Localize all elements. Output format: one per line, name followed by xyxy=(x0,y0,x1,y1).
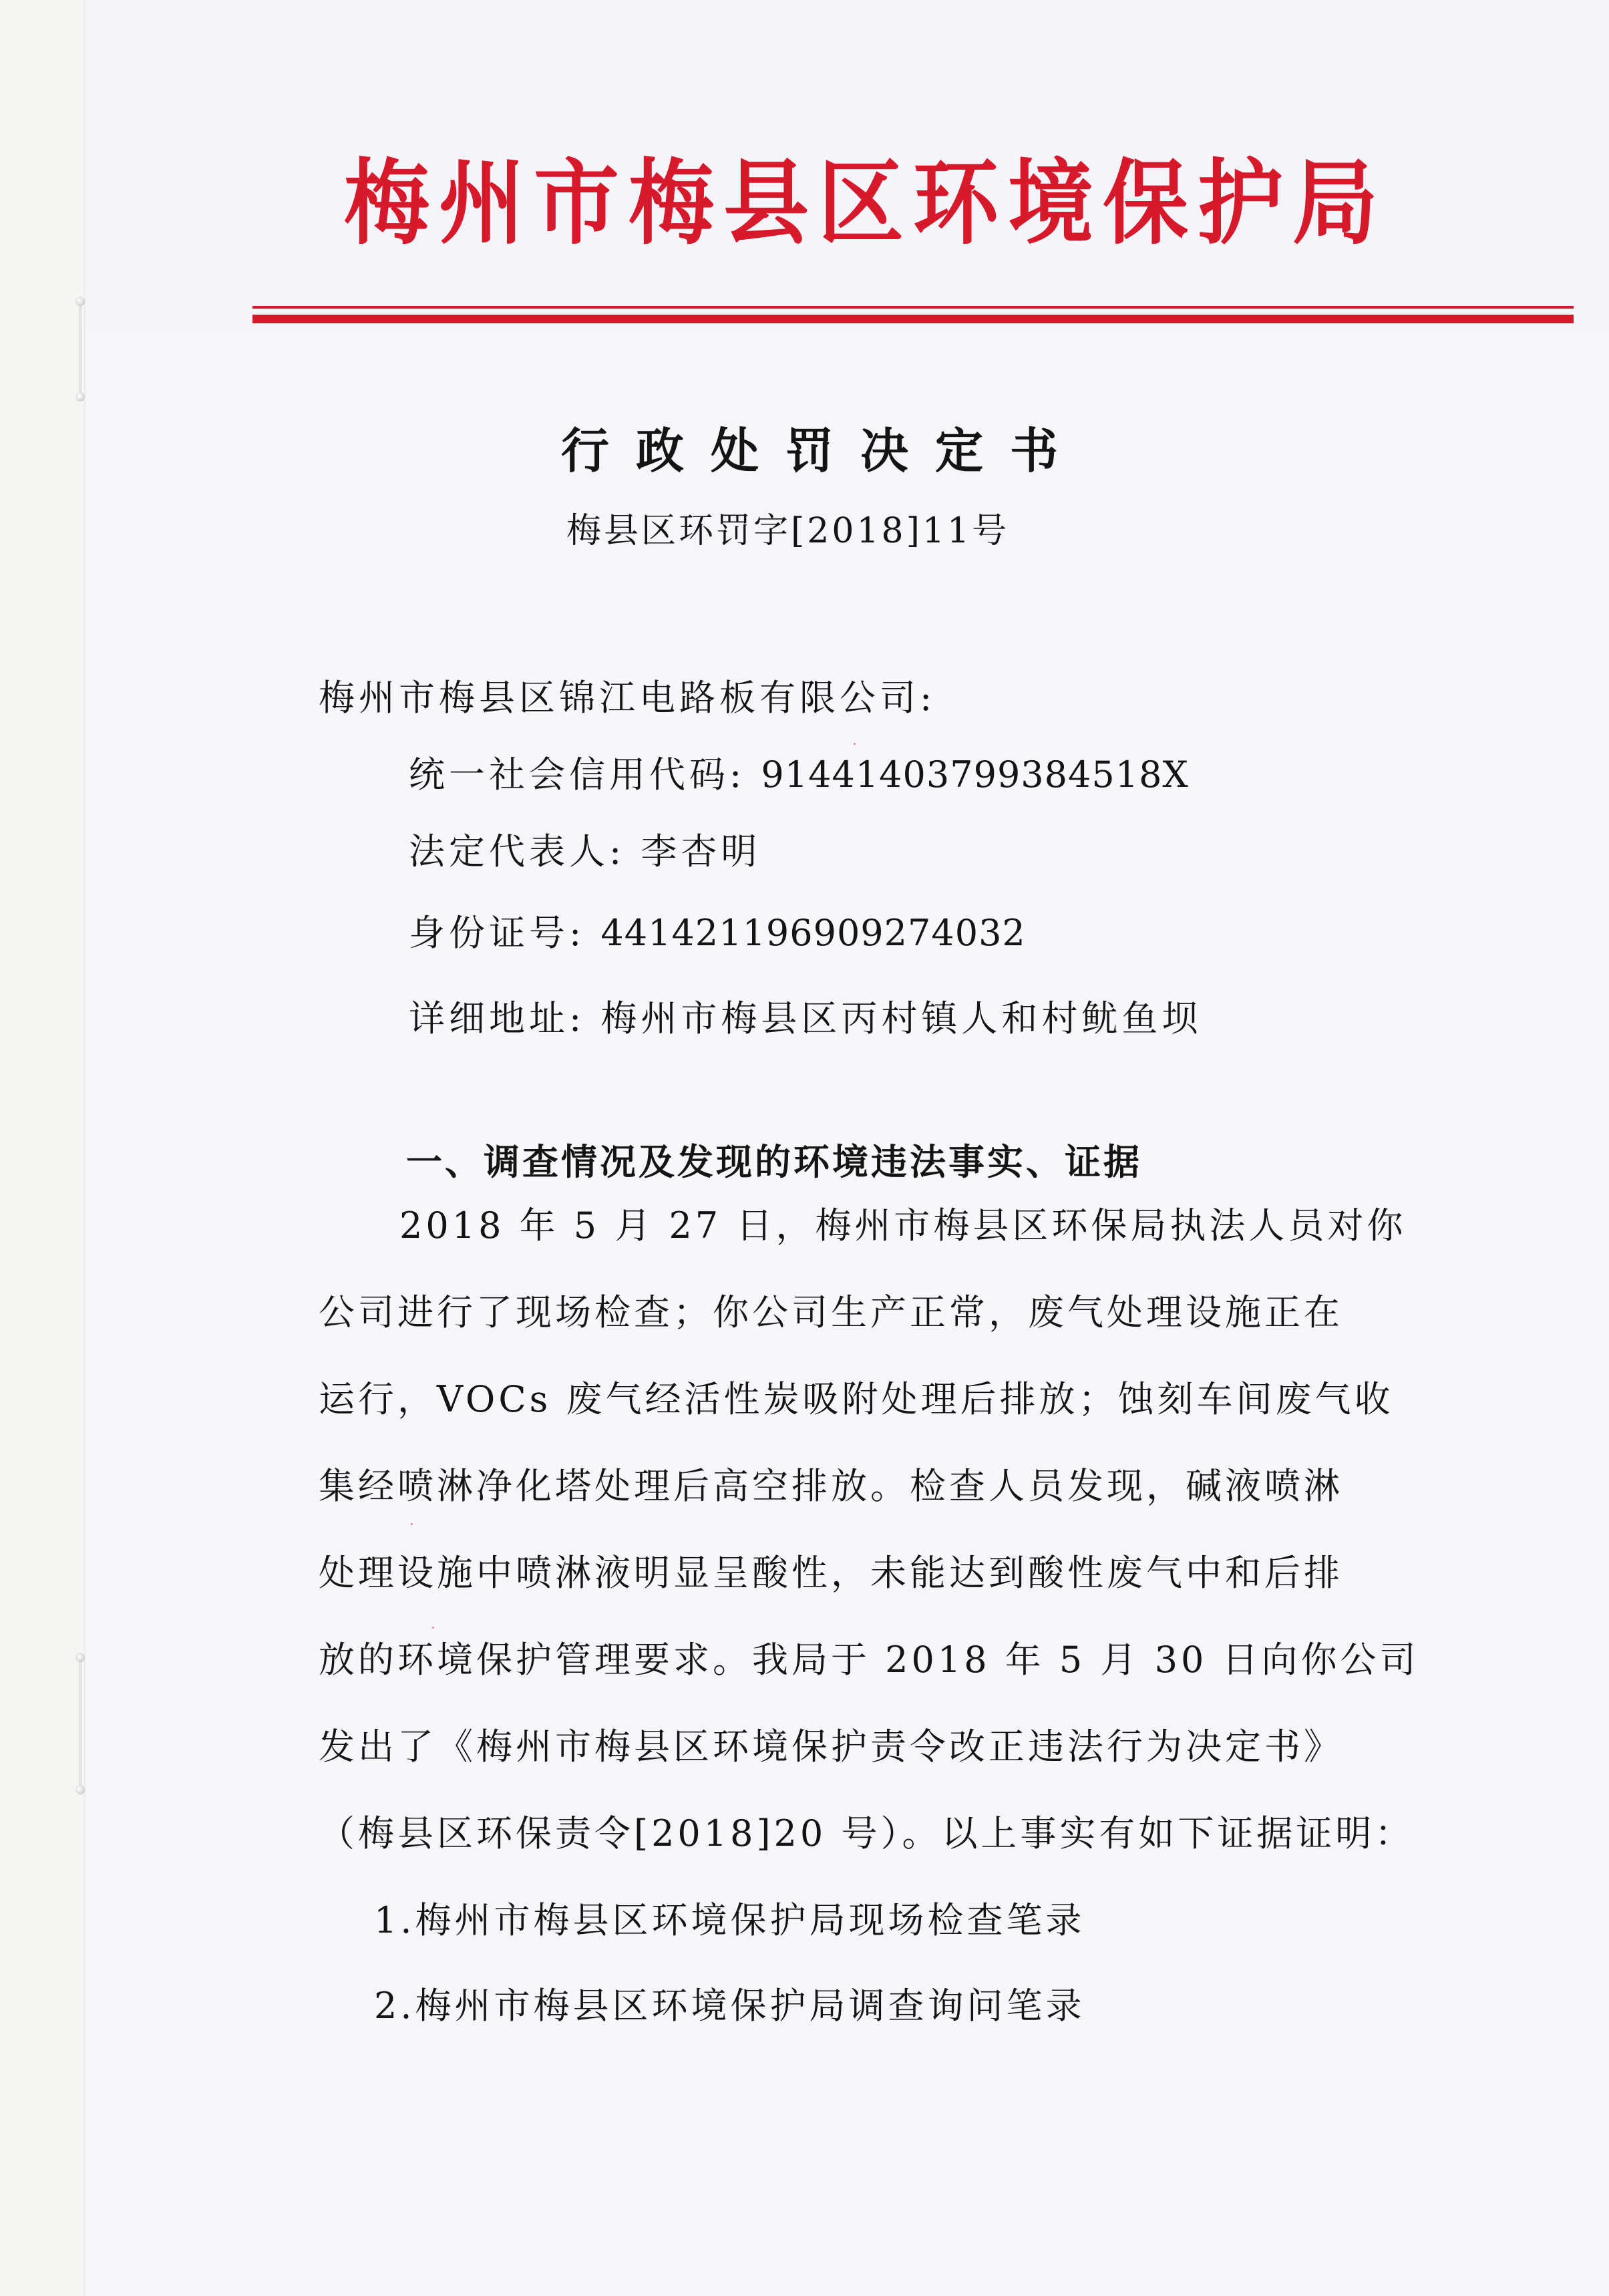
ink-speck xyxy=(432,1627,434,1629)
legal-rep-label: 法定代表人: xyxy=(409,830,626,872)
address-value: 梅州市梅县区丙村镇人和村鱿鱼坝 xyxy=(600,997,1202,1039)
recipient-name: 梅州市梅县区锦江电路板有限公司: xyxy=(319,677,936,719)
body-line: 处理设施中喷淋液明显呈酸性，未能达到酸性废气中和后排 xyxy=(319,1552,1343,1594)
ink-speck xyxy=(411,1523,413,1525)
staple-bottom xyxy=(79,1657,81,1790)
body-line: 2018 年 5 月 27 日，梅州市梅县区环保局执法人员对你 xyxy=(399,1204,1407,1247)
scan-left-margin xyxy=(0,0,85,2296)
document-number: 梅县区环罚字[2018]11号 xyxy=(566,511,1010,551)
ink-speck xyxy=(854,743,856,745)
address-label: 详细地址: xyxy=(409,997,586,1039)
section-heading-investigation: 一、调查情况及发现的环境违法事实、证据 xyxy=(406,1141,1142,1183)
body-line: （梅县区环保责令[2018]20 号）。以上事实有如下证据证明： xyxy=(319,1812,1415,1854)
masthead-rule-thick xyxy=(252,315,1574,323)
issuer-masthead: 梅州市梅县区环境保护局 xyxy=(344,149,1388,258)
evidence-item: 2.梅州市梅县区环境保护局调查询问笔录 xyxy=(374,1985,1085,2027)
body-line: 集经喷淋净化塔处理后高空排放。检查人员发现，碱液喷淋 xyxy=(319,1465,1343,1507)
body-line: 公司进行了现场检查；你公司生产正常，废气处理设施正在 xyxy=(319,1291,1343,1333)
evidence-item: 1.梅州市梅县区环境保护局现场检查笔录 xyxy=(374,1899,1085,1941)
body-line: 发出了《梅州市梅县区环境保护责令改正违法行为决定书》 xyxy=(319,1726,1343,1768)
body-line: 运行，VOCs 废气经活性炭吸附处理后排放；蚀刻车间废气收 xyxy=(319,1378,1394,1420)
id-number-row xyxy=(409,910,1026,957)
masthead-rule-thin xyxy=(252,306,1574,309)
legal-rep-row xyxy=(409,828,761,875)
credit-code-value: 91441403799384518X xyxy=(761,754,1189,796)
id-number-value: 441421196909274032 xyxy=(600,912,1026,954)
legal-rep-value: 李杏明 xyxy=(641,830,761,872)
id-number-label: 身份证号: xyxy=(409,912,586,954)
address-row xyxy=(409,995,1202,1042)
staple-top xyxy=(79,301,81,397)
credit-code-row xyxy=(409,752,1189,798)
body-line: 放的环境保护管理要求。我局于 2018 年 5 月 30 日向你公司 xyxy=(319,1639,1419,1681)
document-title: 行政处罚决定书 xyxy=(561,423,1085,479)
credit-code-label: 统一社会信用代码: xyxy=(409,754,746,796)
